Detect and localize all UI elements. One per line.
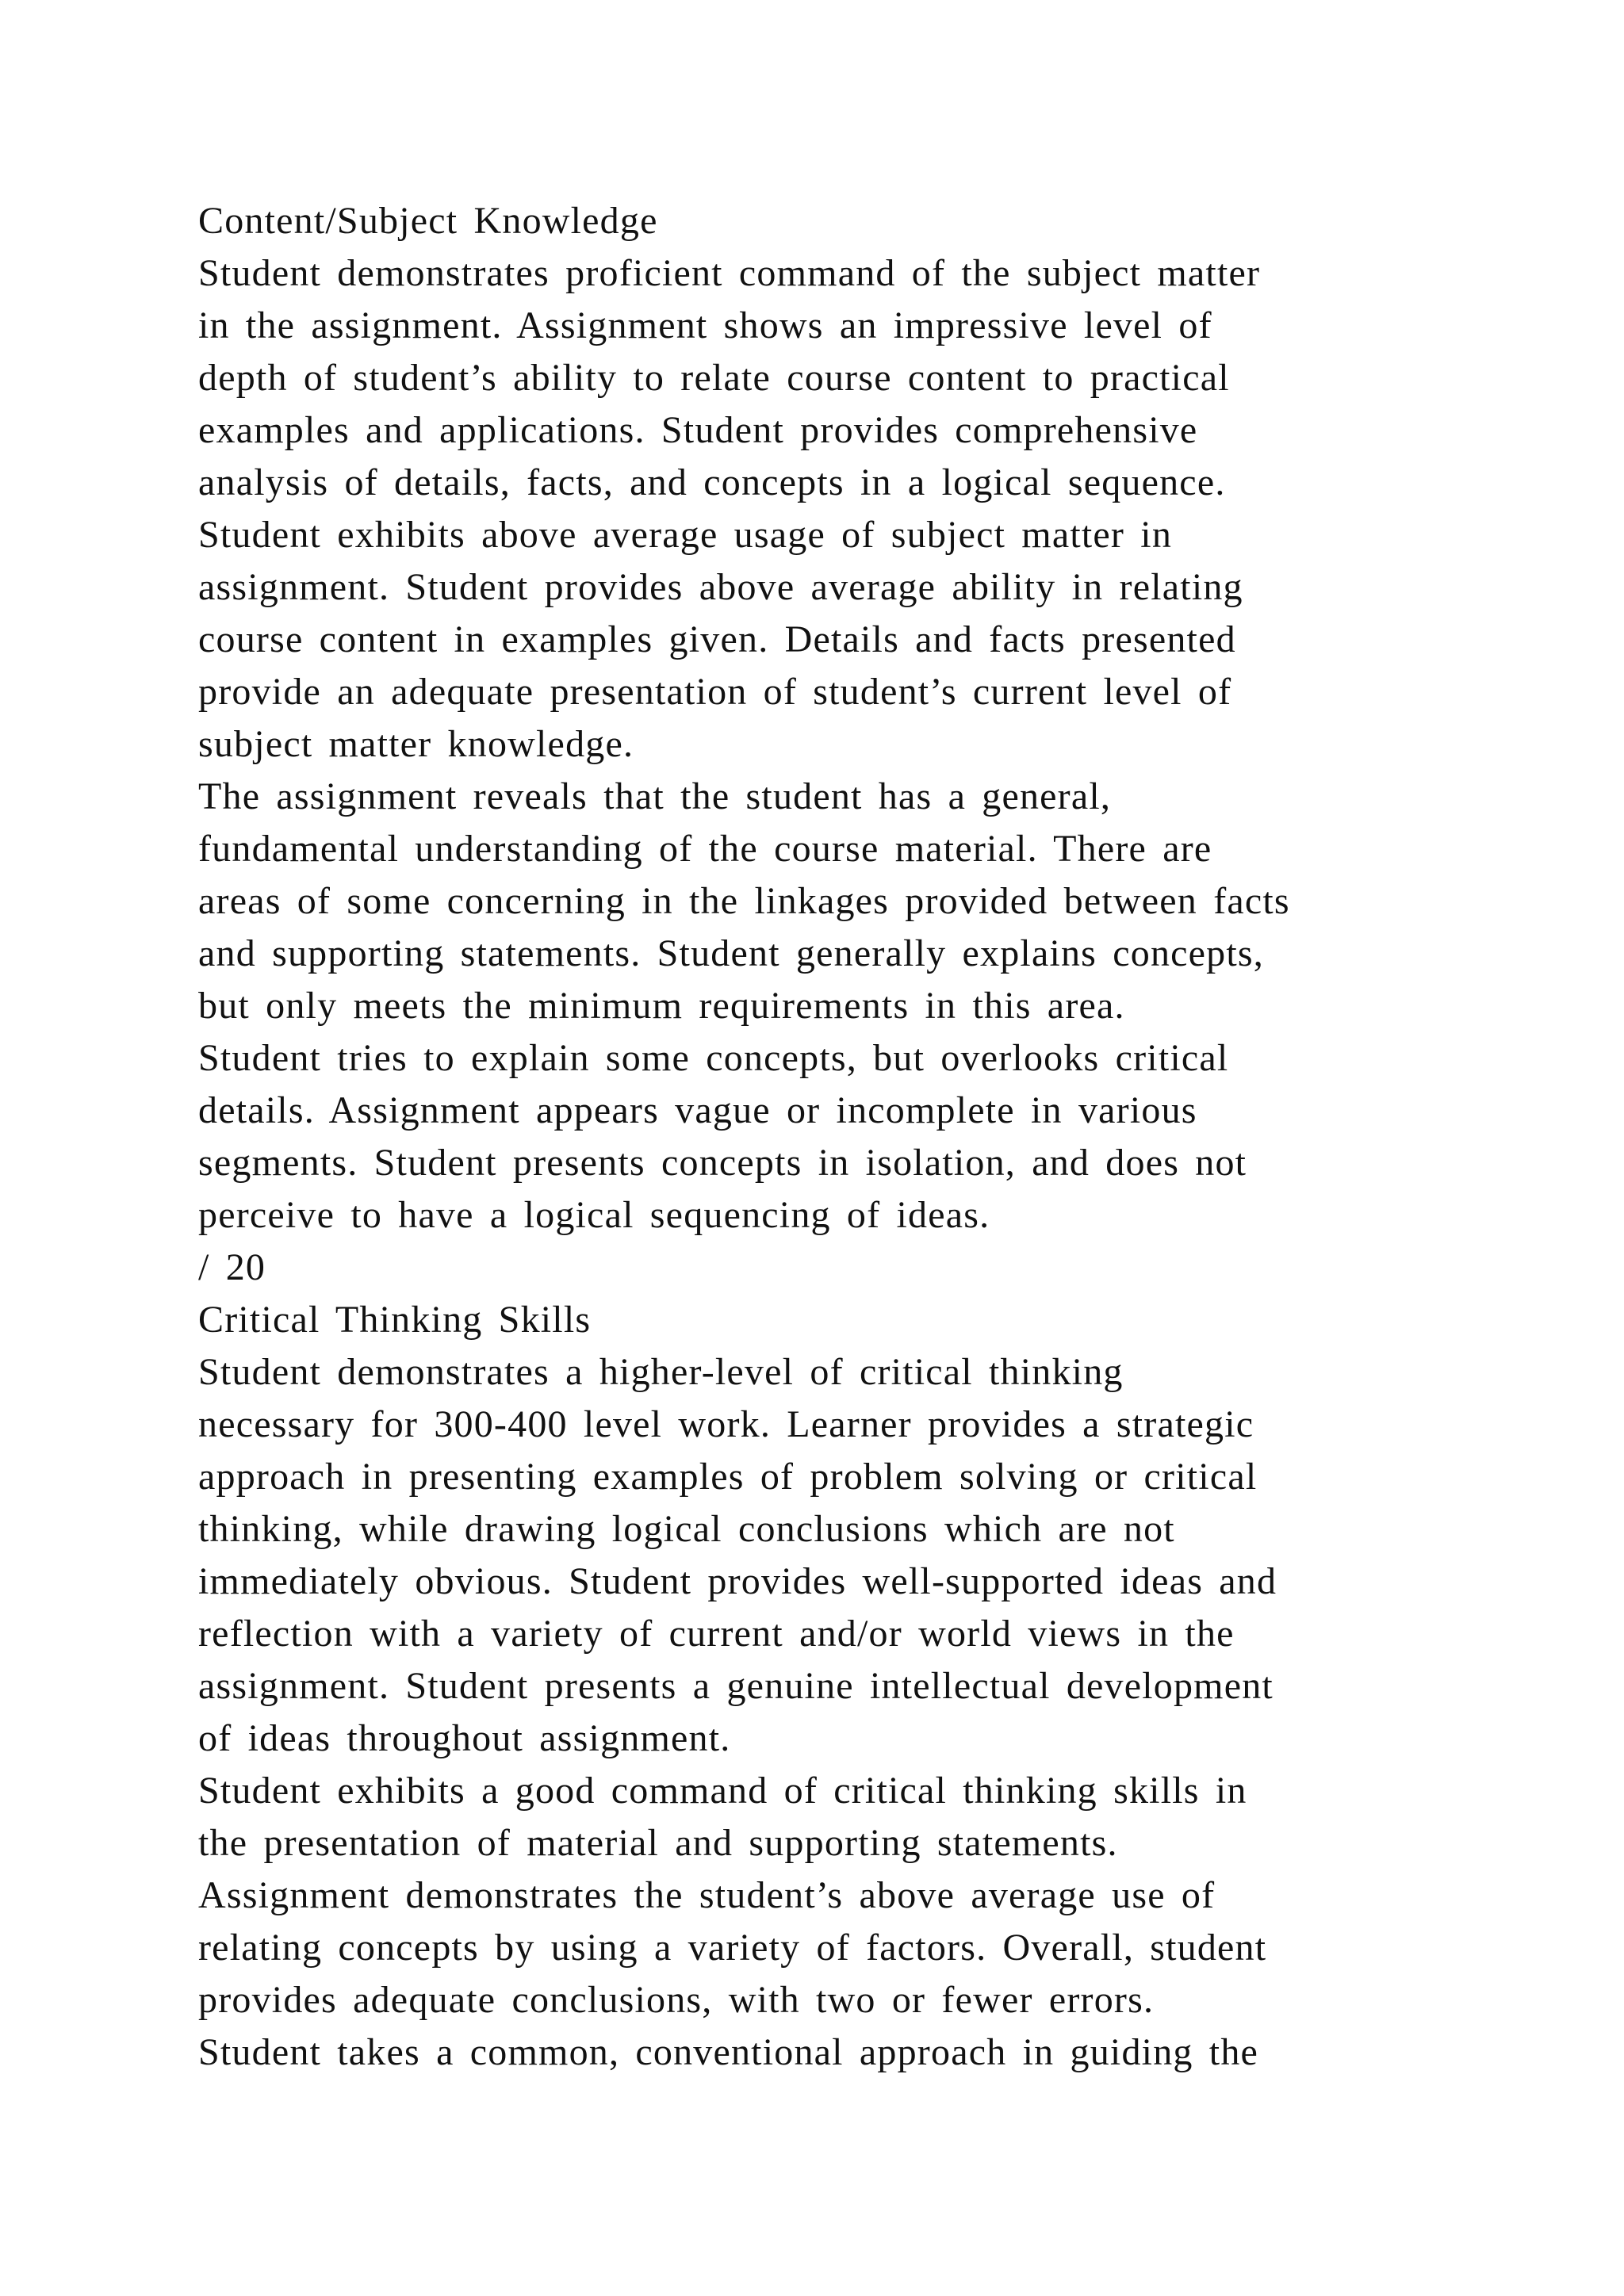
section-heading-critical-thinking: Critical Thinking Skills <box>198 1299 592 1341</box>
text-line: provide an adequate presentation of student’s current level of <box>198 671 1232 713</box>
text-line: but only meets the minimum requirements in this area. <box>198 985 1125 1027</box>
text-line: of ideas throughout assignment. <box>198 1717 731 1759</box>
text-line: the presentation of material and supporting statements. <box>198 1822 1118 1864</box>
text-line: in the assignment. Assignment shows an impressive level of <box>198 304 1212 346</box>
section-heading-content-knowledge: Content/Subject Knowledge <box>198 200 658 242</box>
text-line: Student exhibits a good command of critical thinking skills in <box>198 1770 1247 1812</box>
text-line: analysis of details, facts, and concepts in a logical sequence. <box>198 461 1226 503</box>
text-line: fundamental understanding of the course material. There are <box>198 828 1212 870</box>
text-line: assignment. Student presents a genuine intellectual development <box>198 1665 1274 1707</box>
text-line: Student demonstrates a higher-level of critical thinking <box>198 1351 1124 1393</box>
document-text <box>198 195 1546 2079</box>
text-line: reflection with a variety of current and/or world views in the <box>198 1613 1235 1655</box>
text-line: segments. Student presents concepts in isolation, and does not <box>198 1142 1247 1184</box>
text-line: relating concepts by using a variety of factors. Overall, student <box>198 1927 1267 1969</box>
score-line: / 20 <box>198 1246 266 1288</box>
text-line: immediately obvious. Student provides well-supported ideas and <box>198 1560 1277 1602</box>
text-line: Student takes a common, conventional approach in guiding the <box>198 2031 1259 2073</box>
text-line: areas of some concerning in the linkages provided between facts <box>198 880 1290 922</box>
text-line: necessary for 300-400 level work. Learner provides a strategic <box>198 1403 1254 1445</box>
text-line: subject matter knowledge. <box>198 723 634 765</box>
text-line: perceive to have a logical sequencing of ideas. <box>198 1194 990 1236</box>
text-line: depth of student’s ability to relate course content to practical <box>198 357 1230 399</box>
text-line: details. Assignment appears vague or incomplete in various <box>198 1089 1197 1131</box>
text-line: thinking, while drawing logical conclusions which are not <box>198 1508 1175 1550</box>
text-line: assignment. Student provides above average ability in relating <box>198 566 1243 608</box>
text-line: Student tries to explain some concepts, but overlooks critical <box>198 1037 1229 1079</box>
text-line: provides adequate conclusions, with two or fewer errors. <box>198 1979 1155 2021</box>
text-line: and supporting statements. Student generally explains concepts, <box>198 932 1264 974</box>
text-line: approach in presenting examples of problem solving or critical <box>198 1456 1258 1498</box>
text-line: course content in examples given. Details and facts presented <box>198 618 1236 660</box>
text-line: Student exhibits above average usage of subject matter in <box>198 514 1173 556</box>
text-line: examples and applications. Student provides comprehensive <box>198 409 1198 451</box>
text-line: The assignment reveals that the student has a general, <box>198 775 1112 817</box>
text-line: Student demonstrates proficient command of the subject matter <box>198 252 1261 294</box>
text-line: Assignment demonstrates the student’s above average use of <box>198 1874 1216 1916</box>
